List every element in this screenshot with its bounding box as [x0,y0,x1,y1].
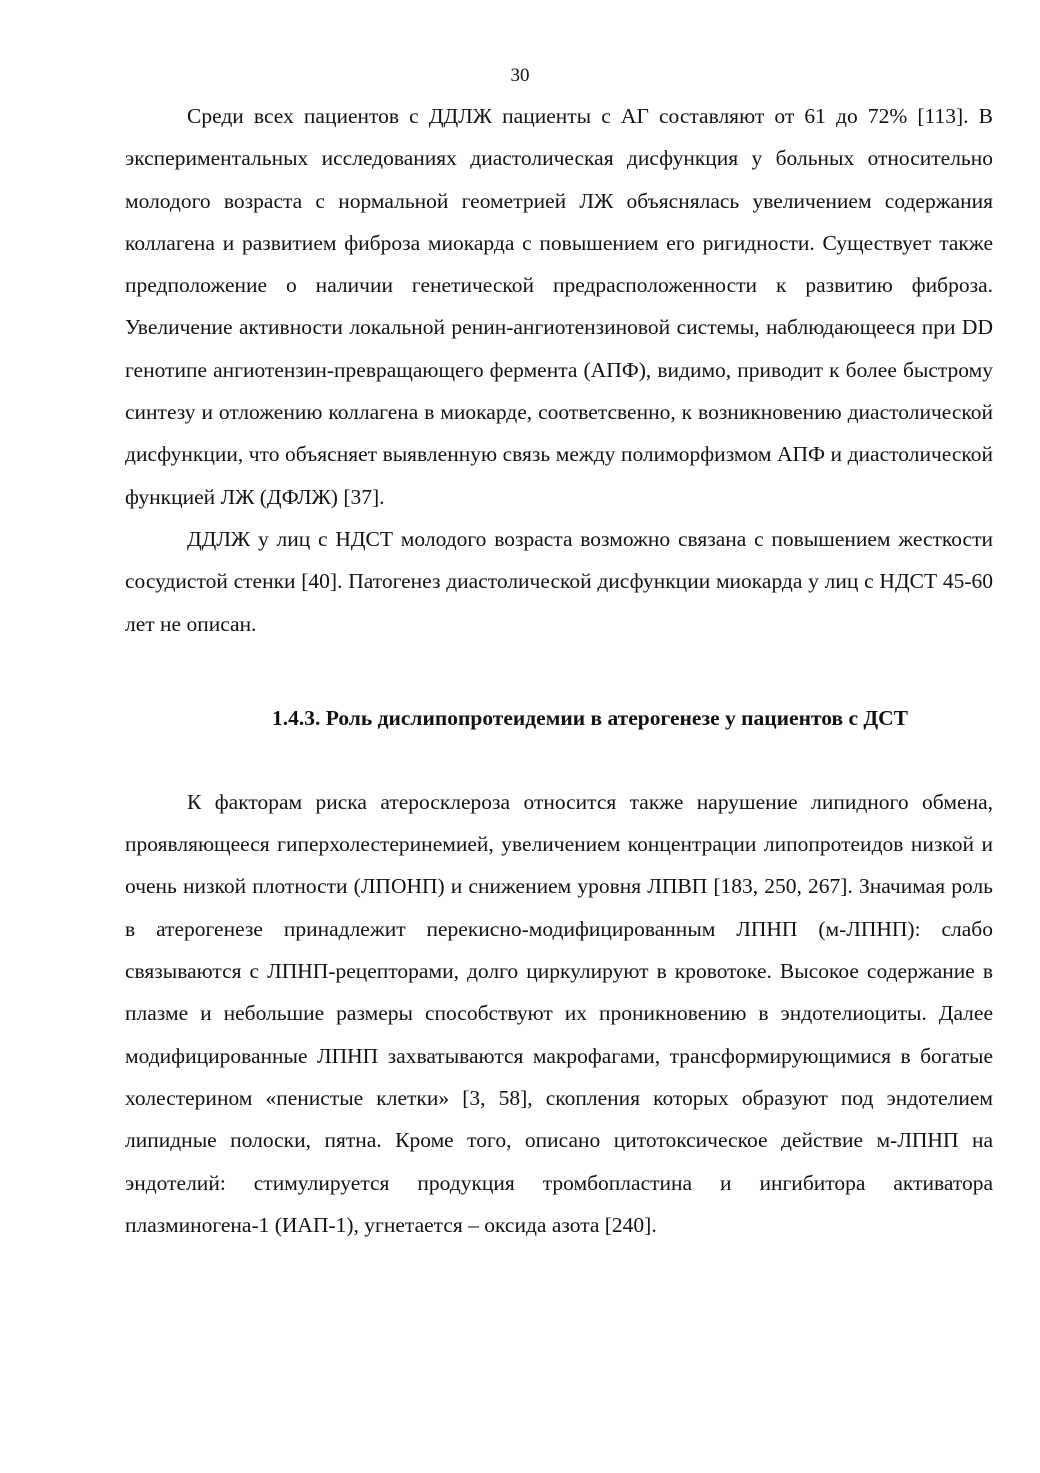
paragraph-addlzh-hypertension: Среди всех пациентов с ДДЛЖ пациенты с АГ составляют от 61 до 72% [113]. В экспериментальных исследованиях диастолическая дисфункция у больных относительно молодого возраста с нормальной геометрией ЛЖ объяснялась увеличением содержания коллагена и развитием фиброза миокарда с повышением его ригидности. Существует также предположение о наличии генетической предрасположенности к развитию фиброза. Увеличение активности локальной ренин-ангиотензиновой системы, наблюдающееся при DD генотипе ангиотензин-превращающего фермента (АПФ), видимо, приводит к более быстрому синтезу и отложению коллагена в миокарде, соответсвенно, к возникновению диастолической дисфункции, что объясняет выявленную связь между полиморфизмом АПФ и диастолической функцией ЛЖ (ДФЛЖ) [37]. [125,104,993,509]
paragraph-addlzh-ndst: ДДЛЖ у лиц с НДСТ молодого возраста возможно связана с повышением жесткости сосудистой стенки [40]. Патогенез диастолической дисфункции миокарда у лиц с НДСТ 45-60 лет не описан. [125,526,993,636]
page-number: 30 [510,65,530,86]
document-body [125,95,993,1246]
paragraph-atherosclerosis-risk: К факторам риска атеросклероза относится также нарушение липидного обмена, проявляющееся гиперхолестеринемией, увеличением концентрации липопротеидов низкой и очень низкой плотности (ЛПОНП) и снижением уровня ЛПВП [183, 250, 267]. Значимая роль в атерогенезе принадлежит перекисно-модифицированным ЛПНП (м-ЛПНП): слабо связываются с ЛПНП-рецепторами, долго циркулируют в кровотоке. Высокое содержание в плазме и небольшие размеры способствуют их проникновению в эндотелиоциты. Далее модифицированные ЛПНП захватываются макрофагами, трансформирующимися в богатые холестерином «пенистые клетки» [3, 58], скопления которых образуют под эндотелием липидные полоски, пятна. Кроме того, описано цитотоксическое действие м-ЛПНП на эндотелий: стимулируется продукция тромбопластина и ингибитора активатора плазминогена-1 (ИАП-1), угнетается – оксида азота [240]. [125,789,993,1237]
section-heading: 1.4.3. Роль дислипопротеидемии в атерогенезе у пациентов с ДСТ [271,705,909,730]
